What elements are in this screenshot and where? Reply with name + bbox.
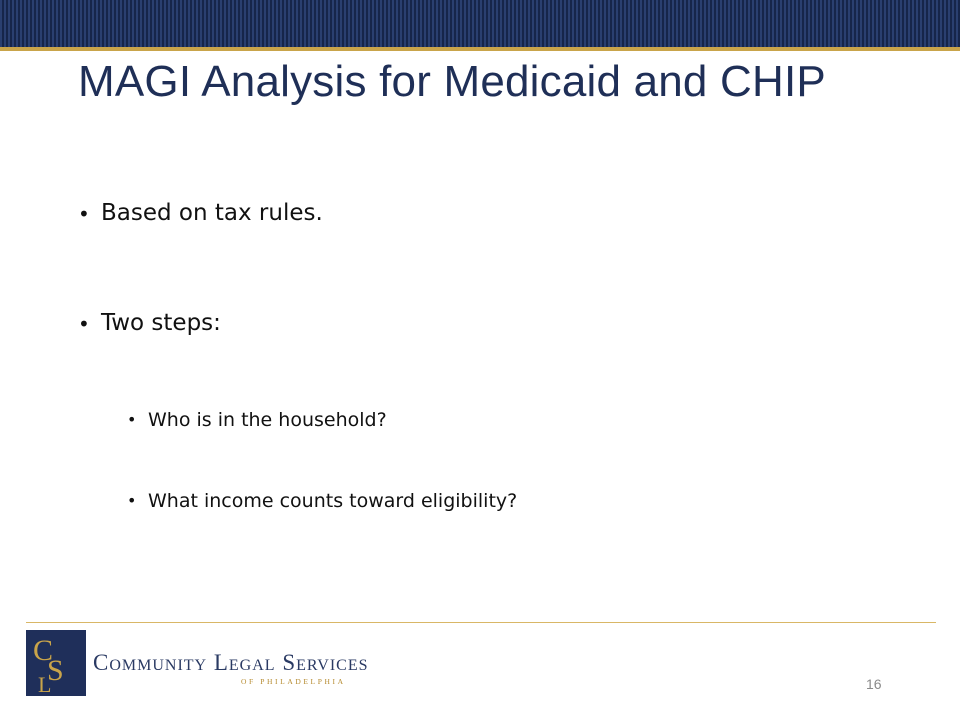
org-name: Community Legal Services [93, 650, 369, 675]
bullet-text: Who is in the household? [148, 409, 387, 431]
bullet-dot-icon: • [127, 491, 137, 510]
sub-bullet-item [127, 490, 518, 512]
svg-text:C: C [33, 634, 54, 667]
bullet-dot-icon: • [78, 312, 90, 336]
cls-logo-icon [26, 630, 86, 696]
org-wordmark [93, 650, 369, 686]
bullet-dot-icon: • [127, 410, 137, 429]
bullet-item [78, 200, 323, 226]
sub-bullet-item [127, 409, 387, 431]
svg-text:S: S [47, 654, 64, 687]
bullet-text: What income counts toward eligibility? [148, 490, 518, 512]
bullet-dot-icon: • [78, 202, 90, 226]
page-number: 16 [866, 676, 882, 692]
footer-divider [26, 622, 936, 623]
bullet-text: Based on tax rules. [101, 200, 323, 226]
bullet-item [78, 310, 221, 336]
bullet-text: Two steps: [101, 310, 221, 336]
slide-title: MAGI Analysis for Medicaid and CHIP [78, 57, 826, 106]
svg-text:L: L [38, 672, 52, 696]
org-subtitle: OF PHILADELPHIA [241, 677, 346, 686]
